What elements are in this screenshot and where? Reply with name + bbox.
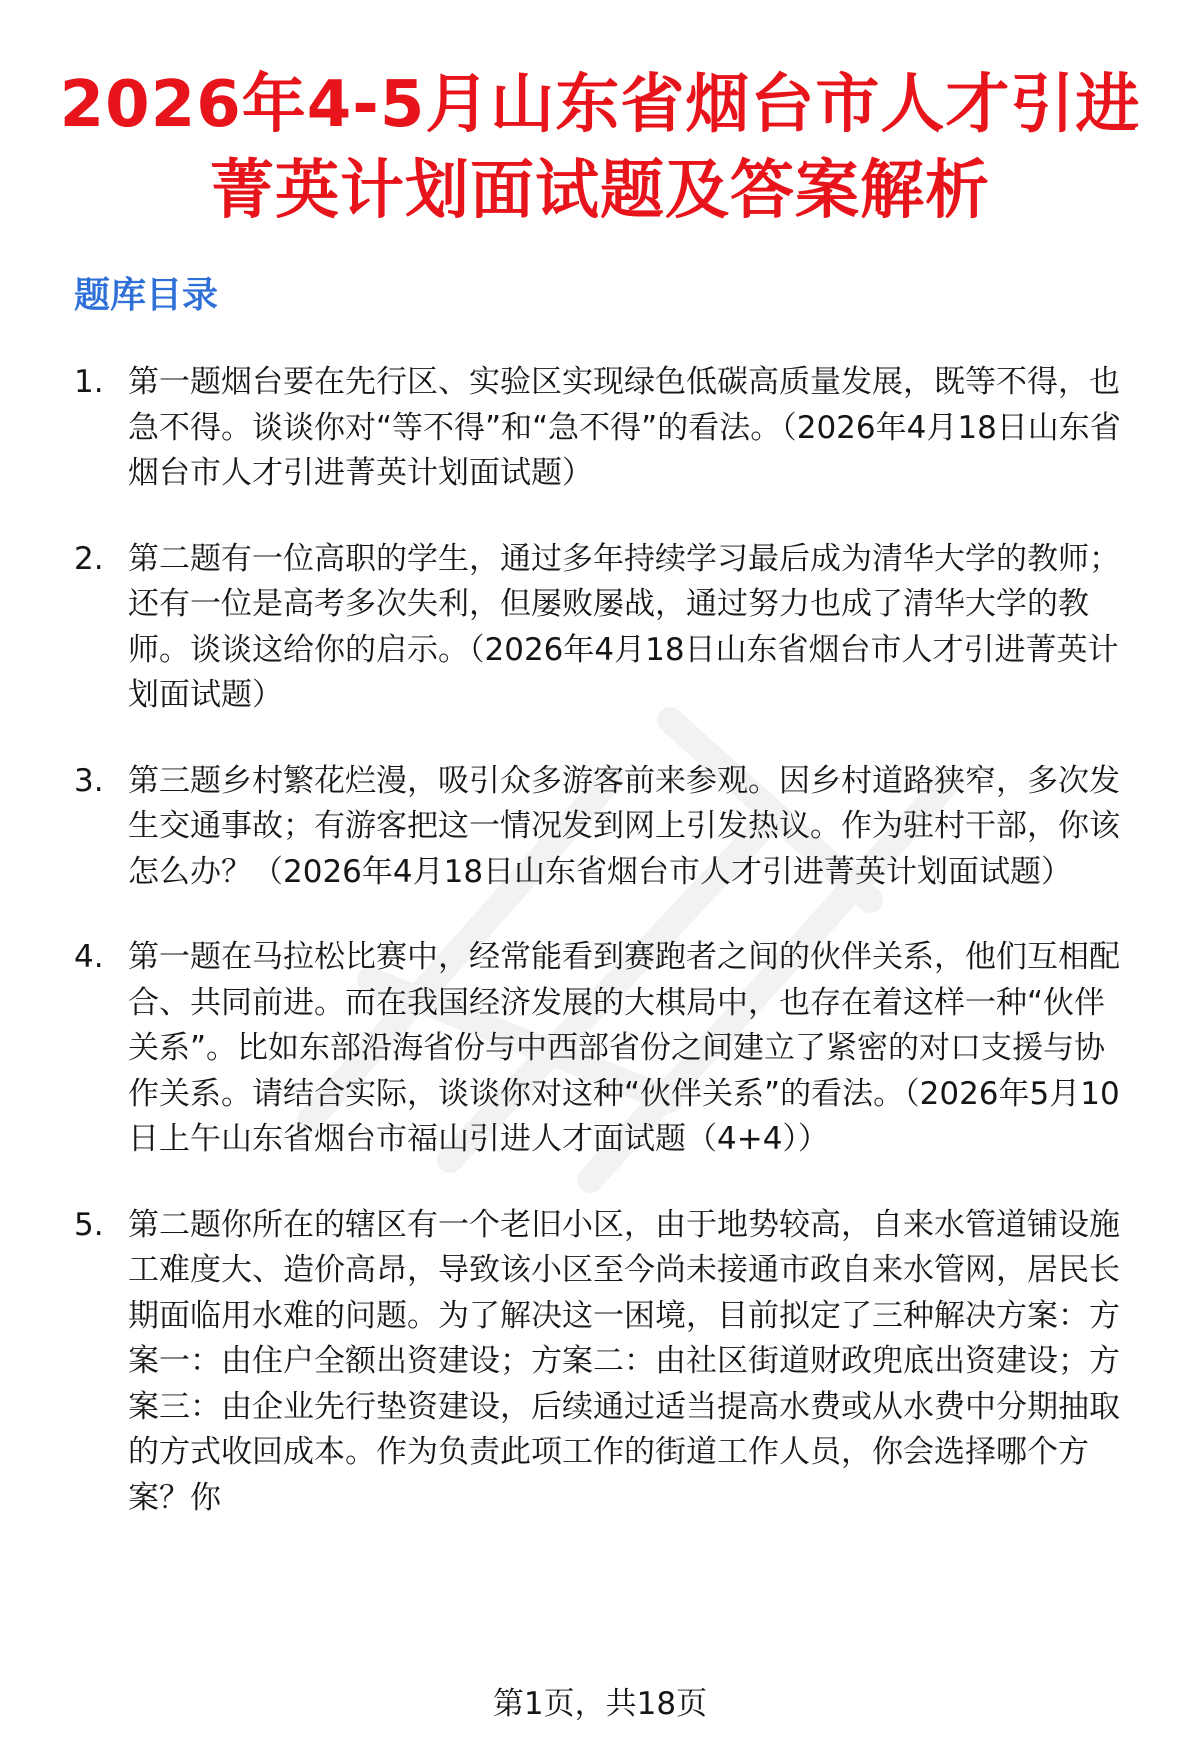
question-number: 2. xyxy=(74,540,104,577)
question-text: 第二题有一位高职的学生，通过多年持续学习最后成为清华大学的教师；还有一位是高考多次失利，但屡败屡战，通过努力也成了清华大学的教师。谈谈这给你的启示。（2026年4月18日山东省烟台市人才引进菁英计划面试题） xyxy=(128,540,1120,713)
question-item xyxy=(74,1203,1134,1522)
question-text: 第二题你所在的辖区有一个老旧小区，由于地势较高，自来水管道铺设施工难度大、造价高昂，导致该小区至今尚未接通市政自来水管网，居民长期面临用水难的问题。为了解决这一困境，目前拟定了三种解决方案：方案一：由住户全额出资建设；方案二：由社区街道财政兜底出资建设；方案三：由企业先行垫资建设，后续通过适当提高水费或从水费中分期抽取的方式收回成本。作为负责此项工作的街道工作人员，你会选择哪个方案？你 xyxy=(128,1206,1120,1516)
question-number: 3. xyxy=(74,762,104,799)
page-footer: 第1页，共18页 xyxy=(492,1686,708,1722)
section-heading: 题库目录 xyxy=(74,275,219,316)
question-text: 第一题在马拉松比赛中，经常能看到赛跑者之间的伙伴关系，他们互相配合、共同前进。而在我国经济发展的大棋局中，也存在着这样一种“伙伴关系”。比如东部沿海省份与中西部省份之间建立了紧密的对口支援与协作关系。请结合实际，谈谈你对这种“伙伴关系”的看法。（2026年5月10日上午山东省烟台市福山引进人才面试题（4+4）） xyxy=(128,939,1120,1157)
question-text: 第三题乡村繁花烂漫，吸引众多游客前来参观。因乡村道路狭窄，多次发生交通事故；有游客把这一情况发到网上引发热议。作为驻村干部，你该怎么办？（2026年4月18日山东省烟台市人才引进菁英计划面试题） xyxy=(128,762,1120,890)
question-item xyxy=(74,759,1134,896)
question-number: 5. xyxy=(74,1206,104,1243)
question-item xyxy=(74,935,1134,1163)
question-item xyxy=(74,360,1134,497)
question-number: 4. xyxy=(74,939,104,975)
question-text: 第一题烟台要在先行区、实验区实现绿色低碳高质量发展，既等不得，也急不得。谈谈你对“等不得”和“急不得”的看法。（2026年4月18日山东省烟台市人才引进菁英计划面试题） xyxy=(128,364,1121,491)
page-title: 2026年4-5月山东省烟台市人才引进菁英计划面试题及答案解析 xyxy=(59,68,1141,228)
question-item xyxy=(74,537,1134,719)
question-list xyxy=(74,360,1134,1561)
question-number: 1. xyxy=(74,364,104,400)
